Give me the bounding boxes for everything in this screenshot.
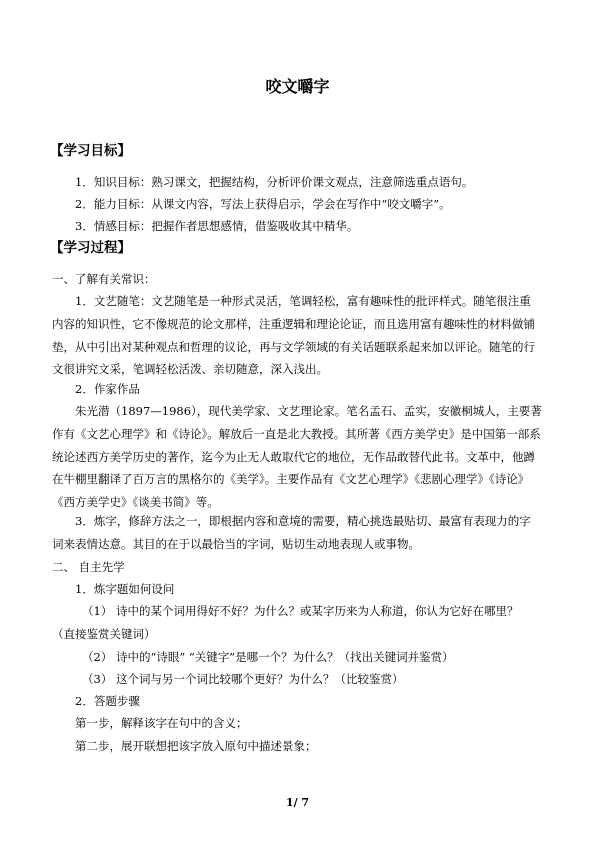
question-3: （3） 这个词与另一个词比较哪个更好？为什么？（比较鉴赏） [82, 672, 404, 686]
lianzi-paragraph: 3．炼字，修辞方法之一，即根据内容和意境的需要，精心挑选最贴切、最富有表现力的字词来表情达意。其目的在于以最恰当的字词，贴切生动地表现人或事物。 [52, 514, 531, 551]
objectives-heading: 【学习目标】 [50, 143, 131, 159]
question-1-note: （直接鉴赏关键词） [52, 627, 156, 641]
part2-sub2: 2．答题步骤 [75, 694, 140, 708]
page-number: 1/ 7 [285, 796, 310, 809]
question-2: （2） 诗中的“诗眼” “关键字”是哪一个？为什么？（找出关键词并鉴赏） [82, 650, 454, 664]
part1-heading: 一、了解有关常识： [52, 272, 156, 286]
objective-item-emotion: 3．情感目标：把握作者思想感情，借鉴吸收其中精华。 [75, 219, 359, 233]
step-2: 第二步，展开联想把该字放入原句中描述景象； [75, 739, 317, 753]
author-paragraph: 朱光潜（1897—1986），现代美学家、文艺理论家。笔名孟石、孟实，安徽桐城人，主要著作有《文艺心理学》和《诗论》。解放后一直是北大教授。其所著《西方美学史》是中国第一部系统论述西方美学历史的著作，迄今为止无人敢取代它的地位，无作品敢替代此书。文革中，他蹲在牛棚里翻译了百万言的黑格尔的《美学》。主要作品有《文艺心理学》《悲剧心理学》《诗论》《西方美学史》《谈美书简》等。 [52, 404, 542, 510]
part2-heading: 二、 自主先学 [52, 560, 125, 574]
essay-paragraph: 1．文艺随笔：文艺随笔是一种形式灵活，笔调轻松，富有趣味性的批评样式。随笔很注重内容的知识性，它不像规范的论文那样，注重逻辑和理论论证，而且选用富有趣味性的材料做铺垫，从中引出对某种观点和哲理的议论，再与文学领域的有关话题联系起来加以评论。随笔的行文很讲究文采，笔调轻松活泼、亲切随意，深入浅出。 [52, 294, 535, 377]
objective-item-knowledge: 1．知识目标：熟习课文，把握结构，分析评价课文观点，注意筛选重点语句。 [75, 175, 474, 189]
step-1: 第一步，解释该字在句中的含义； [75, 716, 248, 730]
author-heading: 2．作家作品 [75, 382, 140, 396]
part2-sub1: 1．炼字题如何设问 [75, 582, 175, 596]
process-heading: 【学习过程】 [50, 240, 131, 256]
page-title: 咬文嚼字 [265, 77, 330, 96]
objective-item-ability: 2．能力目标：从课文内容，写法上获得启示，学会在写作中“咬文嚼字”。 [75, 197, 451, 211]
question-1: （1） 诗中的某个词用得好不好？为什么？或某字历来为人称道，你认为它好在哪里？ [82, 604, 519, 618]
